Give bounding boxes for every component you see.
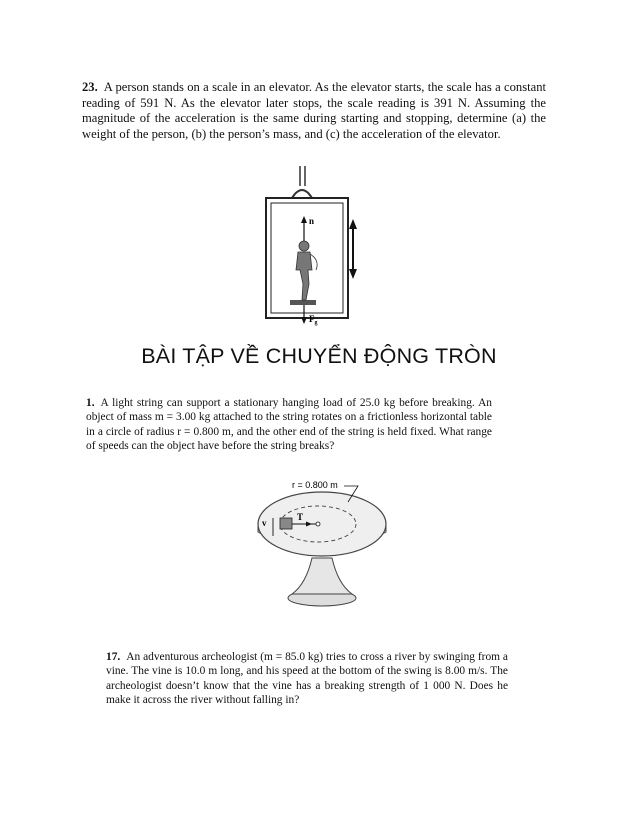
problem-number: 1. <box>86 397 95 409</box>
pivot-point <box>316 522 320 526</box>
elevator-hook <box>292 190 312 198</box>
normal-force-label: n <box>309 216 315 226</box>
problem-number: 17. <box>106 651 121 663</box>
mass-block <box>280 518 292 529</box>
scale <box>290 300 316 305</box>
table-pedestal <box>292 558 352 594</box>
elevator-cable <box>300 166 305 186</box>
tabletop <box>258 492 386 556</box>
section-heading: BÀI TẬP VỀ CHUYỂN ĐỘNG TRÒN <box>141 344 497 368</box>
problem-number: 23. <box>82 80 98 94</box>
problem-text: A light string can support a stationary hanging load of 25.0 kg before breaking. An object of mass m = 3.00 kg attached to the string rotates on a frictionless horizontal table in a circle of radius r = 0.800 m, and the other end of the string is held fixed. What range of speeds can the object have before the string breaks? <box>86 397 492 453</box>
problem-text: An adventurous archeologist (m = 85.0 kg) tries to cross a river by swinging from a vine. The vine is 10.0 m long, and his speed at the bottom of the swing is 8.00 m/s. The archeologist doesn’t know that the vine has a breaking strength of 1 000 N. Does he make it across the river without falling in? <box>106 651 508 707</box>
table-figure <box>240 474 400 610</box>
problem-text: A person stands on a scale in an elevator. As the elevator starts, the scale has a constant reading of 591 N. As the elevator later stops, the scale reading is 391 N. Assuming the magnitude of the acceleration is the same during starting and stopping, determine (a) the weight of the person, (b) the person’s mass, and (c) the acceleration of the elevator. <box>82 80 546 141</box>
problem-23 <box>82 80 546 142</box>
problem-17 <box>106 650 508 708</box>
motion-arrow-down <box>349 269 357 279</box>
problem-1 <box>86 396 492 454</box>
radius-label: r = 0.800 m <box>292 480 338 490</box>
velocity-label: v <box>262 518 267 528</box>
tension-label: T <box>297 512 304 522</box>
gravity-label: $F_g$ <box>309 314 318 326</box>
elevator-figure <box>262 164 372 334</box>
gravity-arrowhead <box>301 317 307 324</box>
motion-arrow-up <box>349 219 357 229</box>
